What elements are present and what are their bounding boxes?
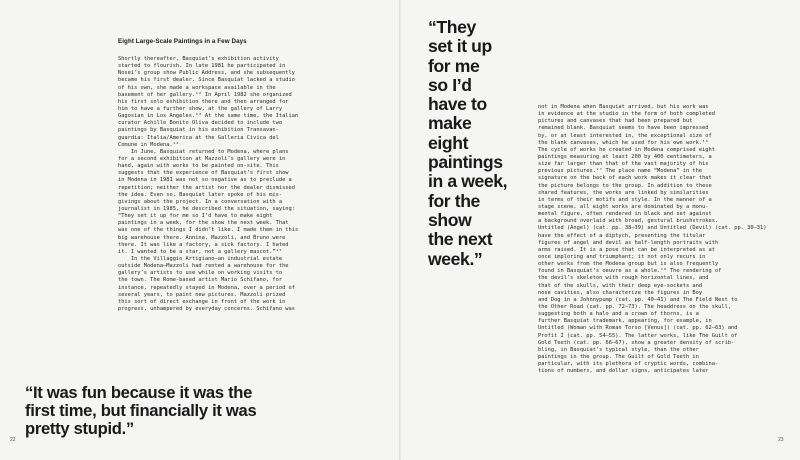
body-text-line: stage scene, all eight works are dominated by a monu-: [538, 203, 709, 210]
body-text-line: his first solo exhibition there and then arranged for: [118, 98, 289, 105]
body-text-line: not in Modena when Basquiat arrived, but his work was: [538, 104, 709, 110]
body-text-line: have the effect of a diptych, presenting the titular: [538, 232, 706, 239]
body-text-line: the town. The Rome-based artist Mario Schifano, for: [118, 277, 283, 284]
body-text-line: instance, repeatedly stayed in Modena, over a period of: [118, 284, 295, 291]
body-text-line: signature on the back of each work makes it clear that: [538, 175, 712, 182]
body-text-line: that of the skulls, with their deep eye-sockets and: [538, 282, 703, 289]
body-text-line: particular, with its plethora of cryptic words, combina-: [538, 361, 719, 368]
body-text-line: paintings measuring at least 200 by 400 centimeters, a: [538, 153, 712, 160]
body-text-line: Profit I (cat. pp. 54–55). The latter works, like The Guilt of: [538, 332, 738, 339]
body-text-line: hand, again with works to be painted on-site. This: [118, 163, 279, 170]
body-text-line: paintings in the group. The Guilt of Gold Teeth in: [538, 353, 699, 360]
body-text-line: there. It was like a factory, a sick factory. I hated: [118, 241, 289, 248]
body-text-line: of his own, she made a workspace available in the: [118, 84, 276, 91]
body-text-line: and Dog in a Johnnypump (cat. pp. 40–41) and The Field Next to: [538, 296, 738, 303]
left-page: [0, 0, 399, 460]
pull-quote-left: “It was fun because it was the first time, but financially it was pretty stupid.”: [25, 383, 257, 438]
body-text-line: the picture belongs to the group. In addition to these: [538, 182, 712, 189]
body-text-line: paintings in a week, for the show the next week. That: [118, 220, 289, 227]
body-text-line: curator Achille Bonito Oliva decided to include two: [118, 120, 283, 127]
body-text-line: suggests that the experience of Basquiat’s first show: [118, 170, 289, 177]
body-text-line: basement of her gallery.¹² In April 1982 she organized: [118, 91, 292, 98]
body-text-line: tions of numbers, and dollar signs, anticipates later: [538, 368, 709, 375]
body-text-line: further Basquiat trademark, appearing, for example, in: [538, 318, 712, 325]
body-text-line: “They set it up for me so I’d have to make eight: [118, 213, 273, 220]
body-text-line: Nosei’s group show Public Address, and she subsequently: [118, 70, 295, 77]
body-text-line: bling, in Basquiat’s typical style, than the other: [538, 346, 699, 353]
body-text-line: The cycle of works he created in Modena comprised eight: [538, 146, 715, 153]
body-text-line: a background overlaid with broad, gestural brushstrokes.: [538, 218, 719, 225]
body-text-line: for a second exhibition at Mazzoli’s gallery were in: [118, 155, 286, 162]
body-text-line: the Other Road (cat. pp. 72–73). The headdress on the skull,: [538, 303, 732, 310]
body-text-line: started to flourish. In late 1981 he participated in: [118, 63, 286, 70]
body-text-line: previous pictures.¹⁷ The place name “Modena” in the: [538, 168, 703, 175]
body-text-line: guardia: Italia/America at the Galleria Civica del: [118, 134, 279, 141]
body-text-line: this sort of direct exchange in front of the work in: [118, 298, 286, 305]
body-text-line: the blank canvases, which he used for his own work.¹⁶: [538, 139, 709, 146]
body-text-line: arms raised. It is a pose that can be interpreted as at: [538, 246, 715, 253]
body-text-line: Untitled (Woman with Roman Torso [Venus]) (cat. pp. 62–63) and: [538, 325, 738, 332]
body-text-line: Gagosian in Los Angeles.¹³ At the same time, the Italian: [118, 113, 299, 120]
body-text-line: suggesting both a halo and a crown of thorns, is a: [538, 311, 699, 318]
body-text-line: the idea. Even so, Basquiat later spoke of his mis-: [118, 191, 283, 198]
body-text-line: it. I wanted to be a star, not a gallery mascot.”¹⁵: [118, 248, 283, 255]
page-number-right: 23: [778, 437, 784, 443]
body-text-line: him to have a further show, at the gallery of Larry: [118, 105, 283, 112]
body-text-line: was one of the things I didn’t like. I made them in this: [118, 227, 299, 234]
section-title: Eight Large-Scale Paintings in a Few Days: [118, 38, 247, 45]
body-text-line: pictures and canvases that had been prepared but: [538, 118, 693, 125]
body-text-line: found in Basquiat’s oeuvre as a whole.¹⁸ The rendering of: [538, 268, 722, 275]
body-text-line: progress, unhampered by everyday concerns. Schifano was: [118, 305, 295, 312]
body-text-line: in Modena in 1981 was not so negative as to preclude a: [118, 177, 292, 184]
body-text-line: once imploring and triumphant; it not only recurs in: [538, 253, 706, 260]
page-number-left: 22: [10, 437, 16, 443]
body-text-line: big warehouse there. Annina, Mazzoli, and Bruno were: [118, 234, 286, 241]
body-text-line: Gold Teeth (cat. pp. 66–67), show a greater density of scrib-: [538, 339, 735, 346]
body-text-line: In June, Basquiat returned to Modena, where plans: [118, 148, 289, 155]
body-text-line: several years, to paint new pictures. Mazzoli prized: [118, 291, 286, 298]
left-body-text: [118, 56, 388, 313]
body-text-line: givings about the project. In a conversation with a: [118, 198, 283, 205]
body-text-line: nose cavities, also characterize the figures in Boy: [538, 289, 703, 296]
body-text-line: outside Modena—Mazzoli had rented a warehouse for the: [118, 263, 289, 270]
body-text-line: size far larger than that of the vast majority of his: [538, 161, 709, 168]
body-text-line: mental figure, often rendered in black and set against: [538, 211, 712, 218]
body-text-line: remained blank. Basquiat seems to have been impressed: [538, 125, 709, 132]
body-text-line: became his first dealer. Since Basquiat lacked a studio: [118, 77, 295, 84]
body-text-line: in evidence at the studio in the form of both completed: [538, 111, 715, 118]
body-text-line: figures of angel and devil as half-length portraits with: [538, 239, 719, 246]
body-text-line: repetition; neither the artist nor the dealer dismissed: [118, 184, 295, 191]
body-text-line: paintings by Basquiat in his exhibition Transavan-: [118, 127, 279, 134]
body-text-line: In the Villaggio Artigiano—an industrial estate: [118, 255, 283, 262]
body-text-line: Comune in Modena.¹⁴: [118, 141, 180, 148]
body-text-line: shared features, the works are linked by similarities: [538, 189, 709, 196]
body-text-line: Shortly thereafter, Basquiat’s exhibition activity: [118, 56, 279, 62]
pull-quote-right: “They set it up for me so I’d have to make eight paintings in a week, for the show the next week.”: [428, 17, 508, 269]
body-text-line: in terms of their motifs and style. In the manner of a: [538, 196, 712, 203]
body-text-line: Untitled (Angel) (cat. pp. 38–39) and Untitled (Devil) (cat. pp. 30–31): [538, 225, 767, 232]
body-text-line: by, or at least interested in, the exceptional size of: [538, 132, 712, 139]
body-text-line: gallery’s artists to use while on working visits to: [118, 270, 283, 277]
body-text-line: other works from the Modena group but is also frequently: [538, 261, 719, 268]
body-text-line: journalist in 1985, he described the situation, saying:: [118, 205, 295, 212]
body-text-line: the devil’s skeleton with rough horizontal lines, and: [538, 275, 709, 282]
right-body-text: [538, 104, 788, 375]
